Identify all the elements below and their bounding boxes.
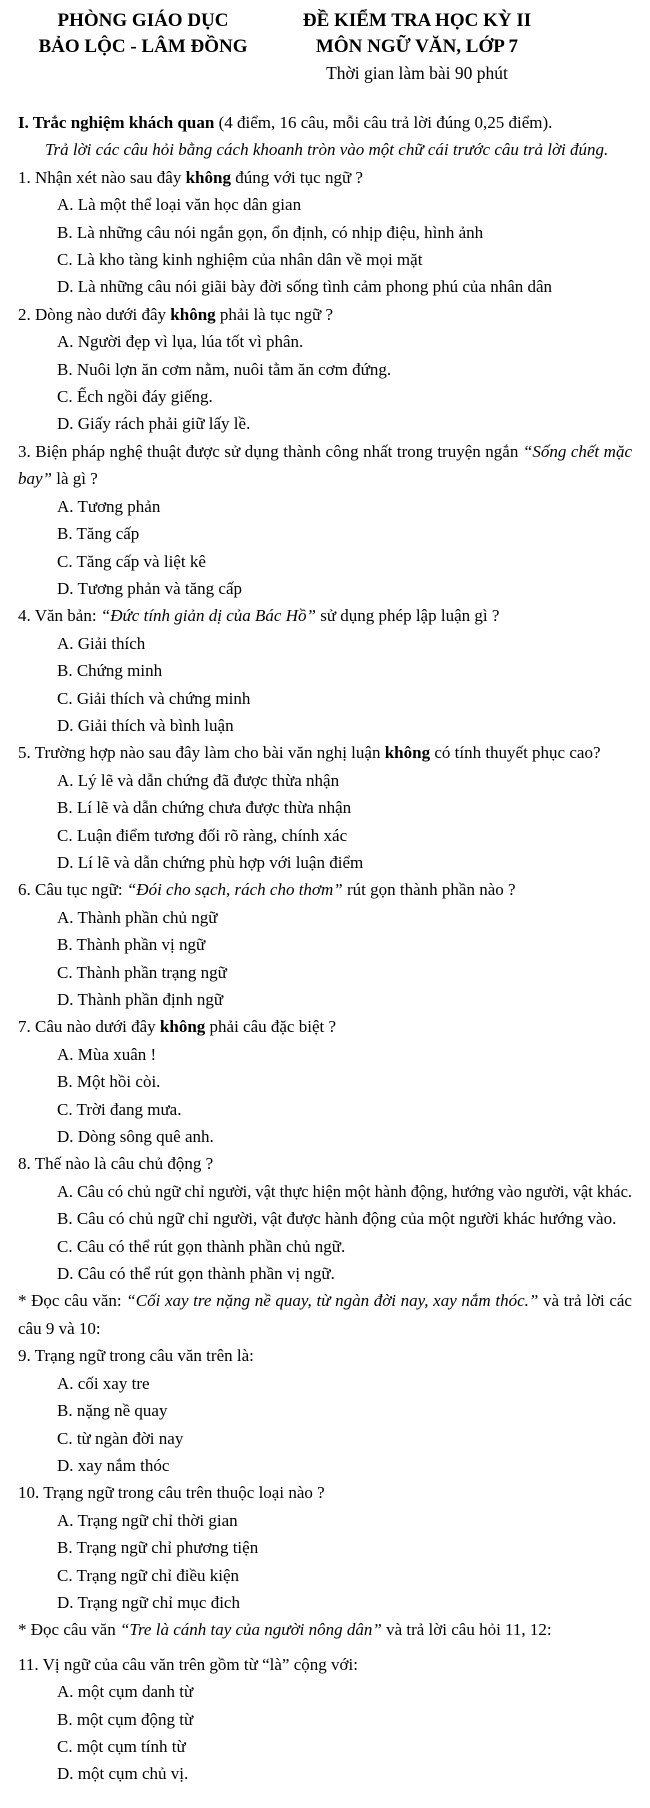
question-text [18,739,632,766]
option-line: D. Trạng ngữ chỉ mục đich [57,1592,240,1612]
option-line: A. Người đẹp vì lụa, lúa tốt vì phân. [57,332,304,352]
option-line: C. Trời đang mưa. [57,1099,182,1119]
option-line: A. Tương phản [57,496,161,516]
exam-title-block [272,5,562,87]
option-line: A. Câu có chủ ngữ chỉ người, vật thực hiện một hành động, hướng vào người, vật khác. [57,1181,632,1201]
question-text [18,1013,632,1040]
question-block [18,739,632,876]
issuer-block [18,5,268,60]
text-segment: và trả lời câu hỏi 11, 12: [381,1620,552,1640]
text-segment: Nhận xét nào sau đây [35,167,186,187]
text-segment: “Đói cho sạch, rách cho thơm” [126,880,343,900]
option-line: B. Chứng minh [57,661,163,681]
issuer-line-1: PHÒNG GIÁO DỤC [57,10,229,31]
question-text [18,164,632,191]
option-line: C. Câu có thể rút gọn thành phần chủ ngữ. [57,1236,346,1256]
question-number: 3. [18,441,36,461]
exam-subject: MÔN NGỮ VĂN, LỚP 7 [315,36,519,57]
option-line: C. một cụm tính từ [57,1736,186,1756]
question-number: 5. [18,743,35,763]
note-text [18,1287,632,1342]
note-block [18,1287,632,1342]
option-line: C. Giải thích và chứng minh [57,688,251,708]
text-segment: là gì ? [52,469,98,489]
question-text [18,1342,632,1369]
option-line: A. Thành phần chủ ngữ [57,907,218,927]
option-line: B. Nuôi lợn ăn cơm nằm, nuôi tằm ăn cơm đứng. [57,359,392,379]
text-segment: “Tre là cánh tay của người nông dân” [119,1620,382,1640]
question-number: 11. [18,1654,43,1674]
option-line: C. Trạng ngữ chỉ điều kiện [57,1565,240,1585]
exam-title: ĐỀ KIỂM TRA HỌC KỲ II [302,10,532,31]
question-number: 4. [18,606,35,626]
question-block [18,1342,632,1479]
note-block [18,1616,632,1643]
option-line: C. Luận điểm tương đối rõ ràng, chính xác [57,825,348,845]
text-segment: Trạng ngữ trong câu văn trên là: [34,1346,254,1366]
question-block [18,164,632,301]
text-segment: Dòng nào dưới đây [35,304,171,324]
option-line: B. Tăng cấp [57,524,140,544]
question-text [18,1479,632,1506]
instruction-text: Trả lời các câu hỏi bằng cách khoanh tròn vào một chữ cái trước câu trả lời đúng. [45,140,609,160]
text-segment: Câu nào dưới đây [35,1017,160,1037]
option-line: D. Là những câu nói giãi bày đời sống tình cảm phong phú của nhân dân [57,277,553,297]
question-list [18,164,632,1788]
option-line: A. Lý lẽ và dẫn chứng đã được thừa nhận [57,770,340,790]
issuer-line-2: BẢO LỘC - LÂM ĐỒNG [38,36,248,57]
question-number: 10. [18,1483,44,1503]
text-segment: * Đọc câu văn [18,1620,120,1640]
option-line: C. Ếch ngồi đáy giếng. [57,387,213,407]
question-text [18,1651,632,1678]
text-segment: không [170,304,216,324]
option-line: C. Thành phần trạng ngữ [57,962,227,982]
text-segment: “Đức tính giản dị của Bác Hồ” [100,606,316,626]
section-heading-rest: (4 điểm, 16 câu, mỗi câu trả lời đúng 0,25 điểm). [214,113,553,132]
option-line: A. Trạng ngữ chỉ thời gian [57,1510,238,1530]
question-text [18,876,632,903]
question-text [18,602,632,629]
text-segment: Câu tục ngữ: [35,880,127,900]
text-segment: phải câu đặc biệt ? [205,1017,337,1037]
text-segment: Văn bản: [34,606,101,626]
question-number: 6. [18,880,35,900]
text-segment: Thế nào là câu chủ động ? [34,1154,214,1174]
note-text [18,1616,632,1643]
text-segment: phải là tục ngữ ? [215,304,333,324]
exam-duration: Thời gian làm bài 90 phút [326,63,508,83]
option-line: D. Giải thích và bình luận [57,715,234,735]
section-heading [18,109,632,136]
option-line: A. một cụm danh từ [57,1682,194,1702]
text-segment: không [384,743,431,763]
option-line: D. Thành phần định ngữ [57,990,224,1009]
text-segment: sử dụng phép lập luận gì ? [315,606,500,626]
question-block [18,1651,632,1788]
question-block [18,1013,632,1150]
question-block [18,602,632,739]
text-segment: * Đọc câu văn: [18,1291,127,1311]
option-line: B. nặng nề quay [57,1401,168,1421]
option-line: B. Lí lẽ và dẫn chứng chưa được thừa nhận [57,798,352,818]
text-segment: có tính thuyết phục cao? [430,743,601,763]
option-line: A. Giải thích [57,633,146,653]
text-segment: “Cối xay tre nặng nề quay, từ ngàn đời nay, xay nắm thóc.” [126,1291,539,1311]
option-line: D. Câu có thể rút gọn thành phần vị ngữ. [57,1264,335,1284]
text-segment: không [185,167,231,187]
question-text [18,1150,632,1177]
text-segment: và trả lời các câu 9 và 10: [18,1291,632,1338]
question-number: 8. [18,1154,35,1174]
option-line: D. xay nắm thóc [57,1455,170,1475]
question-number: 7. [18,1017,35,1037]
option-line: A. cối xay tre [57,1373,150,1393]
option-line: B. Một hồi còi. [57,1072,161,1092]
option-line: A. Mùa xuân ! [57,1044,157,1064]
text-segment: “Sống chết mặc bay” [18,441,633,489]
question-block [18,301,632,438]
text-segment: Trường hợp nào sau đây làm cho bài văn nghị luận [34,743,385,763]
option-line: D. Giấy rách phải giữ lấy lề. [57,414,251,434]
option-line: C. Là kho tàng kinh nghiệm của nhân dân về mọi mặt [57,250,423,270]
option-line: A. Là một thể loại văn học dân gian [57,195,302,215]
option-line: D. Tương phản và tăng cấp [57,578,243,598]
question-block [18,438,632,602]
option-line: B. Là những câu nói ngắn gọn, ổn định, có nhịp điệu, hình ảnh [57,222,484,242]
option-line: C. từ ngàn đời nay [57,1428,184,1448]
question-block [18,1150,632,1287]
option-line: D. Lí lẽ và dẫn chứng phù hợp với luận điểm [57,852,364,872]
question-number: 2. [18,304,35,324]
text-segment: Trạng ngữ trong câu trên thuộc loại nào ? [43,1483,325,1503]
option-line: D. một cụm chủ vị. [57,1764,189,1784]
option-line: D. Dòng sông quê anh. [57,1127,214,1147]
question-text [18,301,632,328]
option-line: B. Câu có chủ ngữ chỉ người, vật được hành động của một người khác hướng vào. [57,1209,617,1229]
question-block [18,876,632,1013]
text-segment: rút gọn thành phần nào ? [342,880,516,900]
text-segment: không [159,1017,206,1037]
text-segment: đúng với tục ngữ ? [230,167,363,187]
text-segment: Vị ngữ của câu văn trên gồm từ “là” cộng với: [42,1654,358,1674]
question-text [18,438,632,493]
option-line: B. Trạng ngữ chỉ phương tiện [57,1538,259,1558]
question-block [18,1479,632,1616]
option-line: B. một cụm động từ [57,1709,194,1729]
option-line: C. Tăng cấp và liệt kê [57,551,206,571]
question-number: 9. [18,1346,35,1366]
question-number: 1. [18,167,35,187]
option-line: B. Thành phần vị ngữ [57,935,206,955]
section-heading-bold: I. Trắc nghiệm khách quan [18,113,215,132]
text-segment: Biện pháp nghệ thuật được sử dụng thành công nhất trong truyện ngắn [35,441,523,461]
document-header [18,5,632,87]
